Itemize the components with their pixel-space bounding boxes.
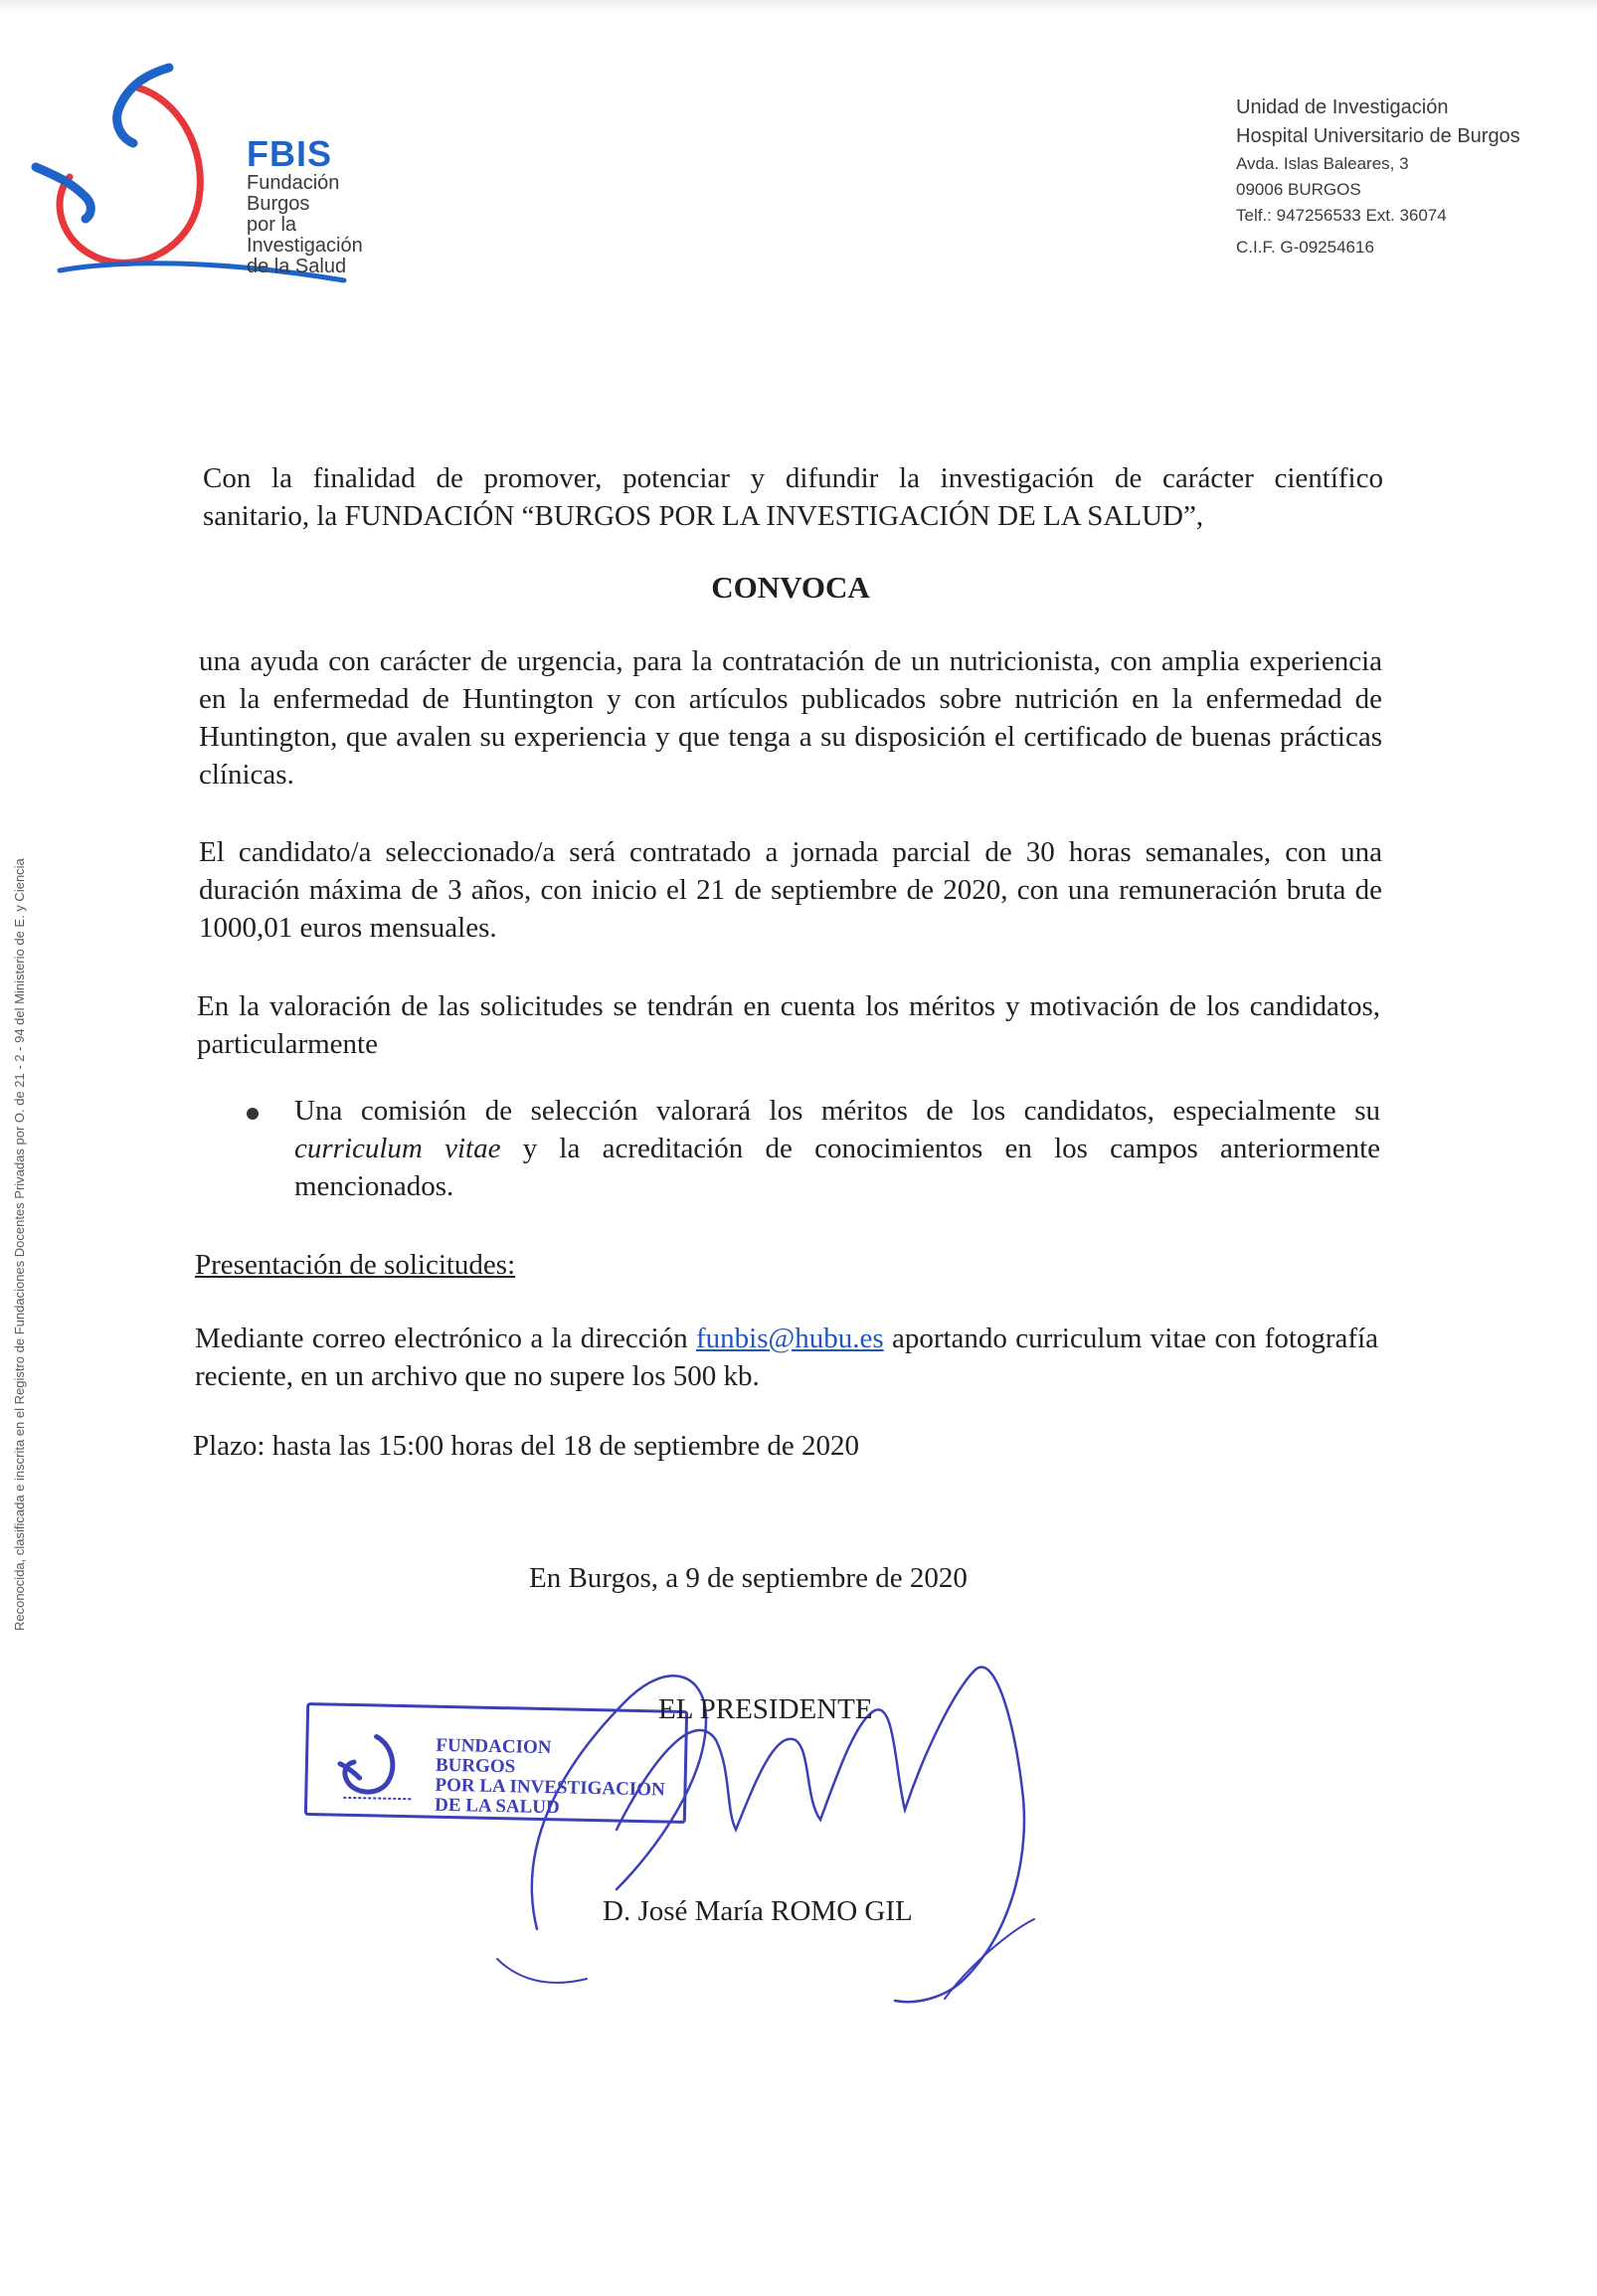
stamp-line-1: FUNDACION	[436, 1734, 552, 1759]
p4-text-pre: Mediante correo electrónico a la dirección	[195, 1323, 697, 1354]
intro-paragraph	[203, 459, 1383, 535]
address-line-4: 09006 BURGOS	[1236, 180, 1361, 199]
section-title-applications: Presentación de solicitudes:	[195, 1249, 516, 1281]
bullet-item	[294, 1092, 1380, 1205]
address-line-6: C.I.F. G-09254616	[1236, 238, 1374, 257]
signer-name: D. José María ROMO GIL	[603, 1895, 913, 1927]
intro-line-2: sanitario, la FUNDACIÓN “BURGOS POR LA INVESTIGACIÓN DE LA SALUD”,	[203, 500, 1204, 532]
institution-address	[1236, 93, 1520, 261]
email-link[interactable]: funbis@hubu.es	[696, 1323, 884, 1354]
stamp-logo-icon	[335, 1730, 416, 1802]
deadline: Plazo: hasta las 15:00 horas del 18 de septiembre de 2020	[193, 1430, 860, 1462]
stamp-line-3: POR LA INVESTIGACION	[435, 1774, 665, 1801]
handwritten-signature	[477, 1631, 1094, 2009]
stamp-line-4: DE LA SALUD	[434, 1794, 560, 1819]
paragraph-1: una ayuda con carácter de urgencia, para la contratación de un nutricionista, con amplia experiencia en la enfermedad de Huntington y con artículos publicados sobre nutrición en la enfermedad de Huntington, que avalen su experiencia y que tenga a su disposición el certificado de buenas prácticas clínicas.	[199, 645, 1382, 791]
p4-text-post: aportando curriculum vitae con fotografía reciente, en un archivo que no supere los 500 kb.	[195, 1323, 1378, 1392]
heading-convoca: CONVOCA	[711, 570, 870, 605]
address-line-3: Avda. Islas Baleares, 3	[1236, 154, 1409, 173]
bullet-marker	[247, 1108, 259, 1120]
paragraph-4	[195, 1320, 1378, 1395]
scan-edge	[0, 0, 1597, 12]
signer-title: EL PRESIDENTE	[658, 1693, 873, 1725]
logo-name-line-2: por la Investigación	[247, 214, 363, 257]
address-line-2: Hospital Universitario de Burgos	[1236, 125, 1520, 147]
address-line-1: Unidad de Investigación	[1236, 96, 1449, 118]
bullet-text-italic: curriculum vitae	[294, 1133, 501, 1164]
stamp-line-2: BURGOS	[435, 1754, 516, 1778]
logo-name	[247, 173, 363, 277]
logo-abbr: FBIS	[247, 133, 333, 174]
bullet-text-pre: Una comisión de selección valorará los méritos de los candidatos, especialmente su	[294, 1095, 1380, 1127]
bullet-text-post: y la acreditación de conocimientos en los campos anteriormente mencionados.	[294, 1133, 1380, 1202]
place-date: En Burgos, a 9 de septiembre de 2020	[529, 1562, 968, 1594]
paragraph-2: El candidato/a seleccionado/a será contratado a jornada parcial de 30 horas semanales, con una duración máxima de 3 años, con inicio el 21 de septiembre de 2020, con una remuneración bruta de 1000,01 euros mensuales.	[199, 836, 1382, 944]
registry-side-text-label: Reconocida, clasificada e inscrita en el Registro de Fundaciones Docentes Privadas por O. de 21 - 2 - 94 del Ministerio de E. y Ciencia	[12, 858, 27, 1631]
fbis-logo	[30, 60, 363, 298]
logo-name-line-3: de la Salud	[247, 256, 347, 277]
logo-name-line-1: Fundación Burgos	[247, 172, 340, 215]
intro-line-1: Con la finalidad de promover, potenciar y difundir la investigación de carácter científico	[203, 462, 1383, 494]
address-line-5: Telf.: 947256533 Ext. 36074	[1236, 206, 1447, 225]
paragraph-3: En la valoración de las solicitudes se tendrán en cuenta los méritos y motivación de los candidatos, particularmente	[197, 990, 1380, 1060]
